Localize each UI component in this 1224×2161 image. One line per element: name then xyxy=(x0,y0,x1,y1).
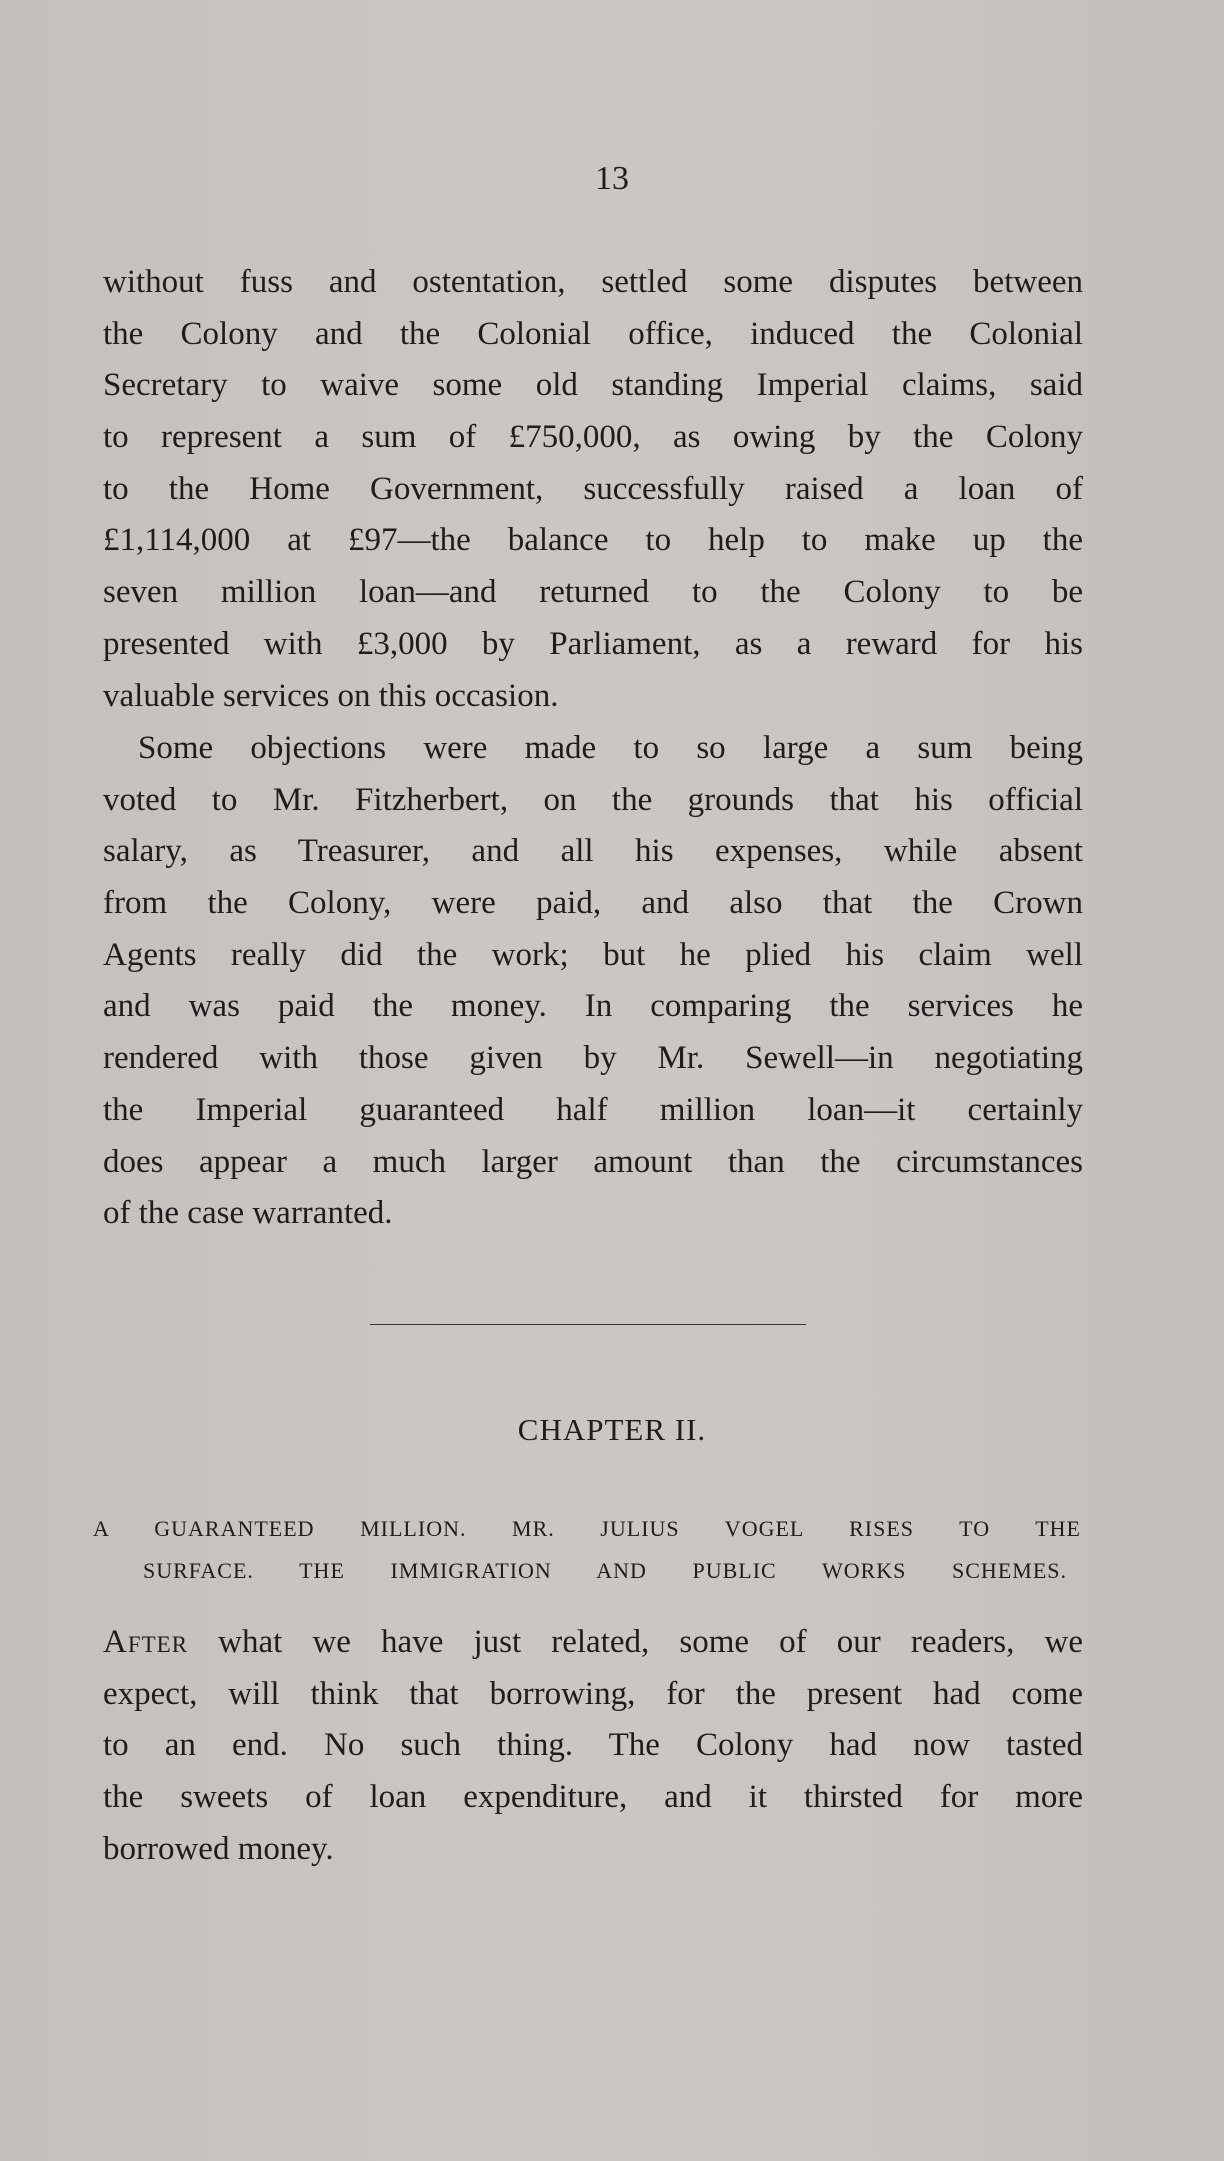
text-line: and was paid the money. In comparing the services he xyxy=(103,988,1083,1025)
chapter-subtitle-line: A GUARANTEED MILLION. MR. JULIUS VOGEL RISES TO THE xyxy=(93,1516,1081,1541)
paragraph-2 xyxy=(103,723,1083,1240)
text-line: voted to Mr. Fitzherbert, on the grounds that his official xyxy=(103,781,1083,818)
text-line: seven million loan—and returned to the Colony to be xyxy=(103,574,1083,611)
section-divider xyxy=(370,1324,806,1325)
text-line: presented with £3,000 by Parliament, as a reward for his xyxy=(103,625,1083,662)
text-line: does appear a much larger amount than the circumstances xyxy=(103,1143,1083,1180)
text-line: of the case warranted. xyxy=(103,1195,393,1232)
drop-word: After xyxy=(103,1624,189,1660)
text-line: without fuss and ostentation, settled some disputes between xyxy=(103,264,1083,300)
text-line: from the Colony, were paid, and also that the Crown xyxy=(103,885,1083,922)
chapter-subtitle-line: SURFACE. THE IMMIGRATION AND PUBLIC WORKS SCHEMES. xyxy=(143,1558,1067,1583)
text-line: the sweets of loan expenditure, and it thirsted for more xyxy=(103,1779,1083,1816)
text-line: the Imperial guaranteed half million loan—it certainly xyxy=(103,1091,1083,1128)
text-line xyxy=(103,1617,1083,1669)
text-line: to represent a sum of £750,000, as owing by the Colony xyxy=(103,419,1083,456)
text-line: rendered with those given by Mr. Sewell—in negotiating xyxy=(103,1040,1083,1077)
text-line: to an end. No such thing. The Colony had now tasted xyxy=(103,1727,1083,1764)
text-line: Agents really did the work; but he plied his claim well xyxy=(103,936,1083,973)
text-line: expect, will think that borrowing, for the present had come xyxy=(103,1675,1083,1712)
text-line: Some objections were made to so large a sum being xyxy=(138,730,1083,766)
text-line: borrowed money. xyxy=(103,1830,334,1867)
text-line: the Colony and the Colonial office, induced the Colonial xyxy=(103,315,1083,352)
page-number: 13 xyxy=(595,160,629,197)
paragraph-1 xyxy=(103,257,1083,722)
text-line: valuable services on this occasion. xyxy=(103,677,559,714)
text-line: Secretary to waive some old standing Imperial claims, said xyxy=(103,367,1083,404)
text-line: £1,114,000 at £97—the balance to help to make up the xyxy=(103,522,1083,559)
chapter-heading: CHAPTER II. xyxy=(517,1412,707,1447)
text-line-rest: what we have just related, some of our readers, we xyxy=(188,1624,1083,1660)
text-line: salary, as Treasurer, and all his expenses, while absent xyxy=(103,833,1083,870)
text-line: to the Home Government, successfully raised a loan of xyxy=(103,470,1083,507)
paragraph-3 xyxy=(103,1617,1083,1875)
